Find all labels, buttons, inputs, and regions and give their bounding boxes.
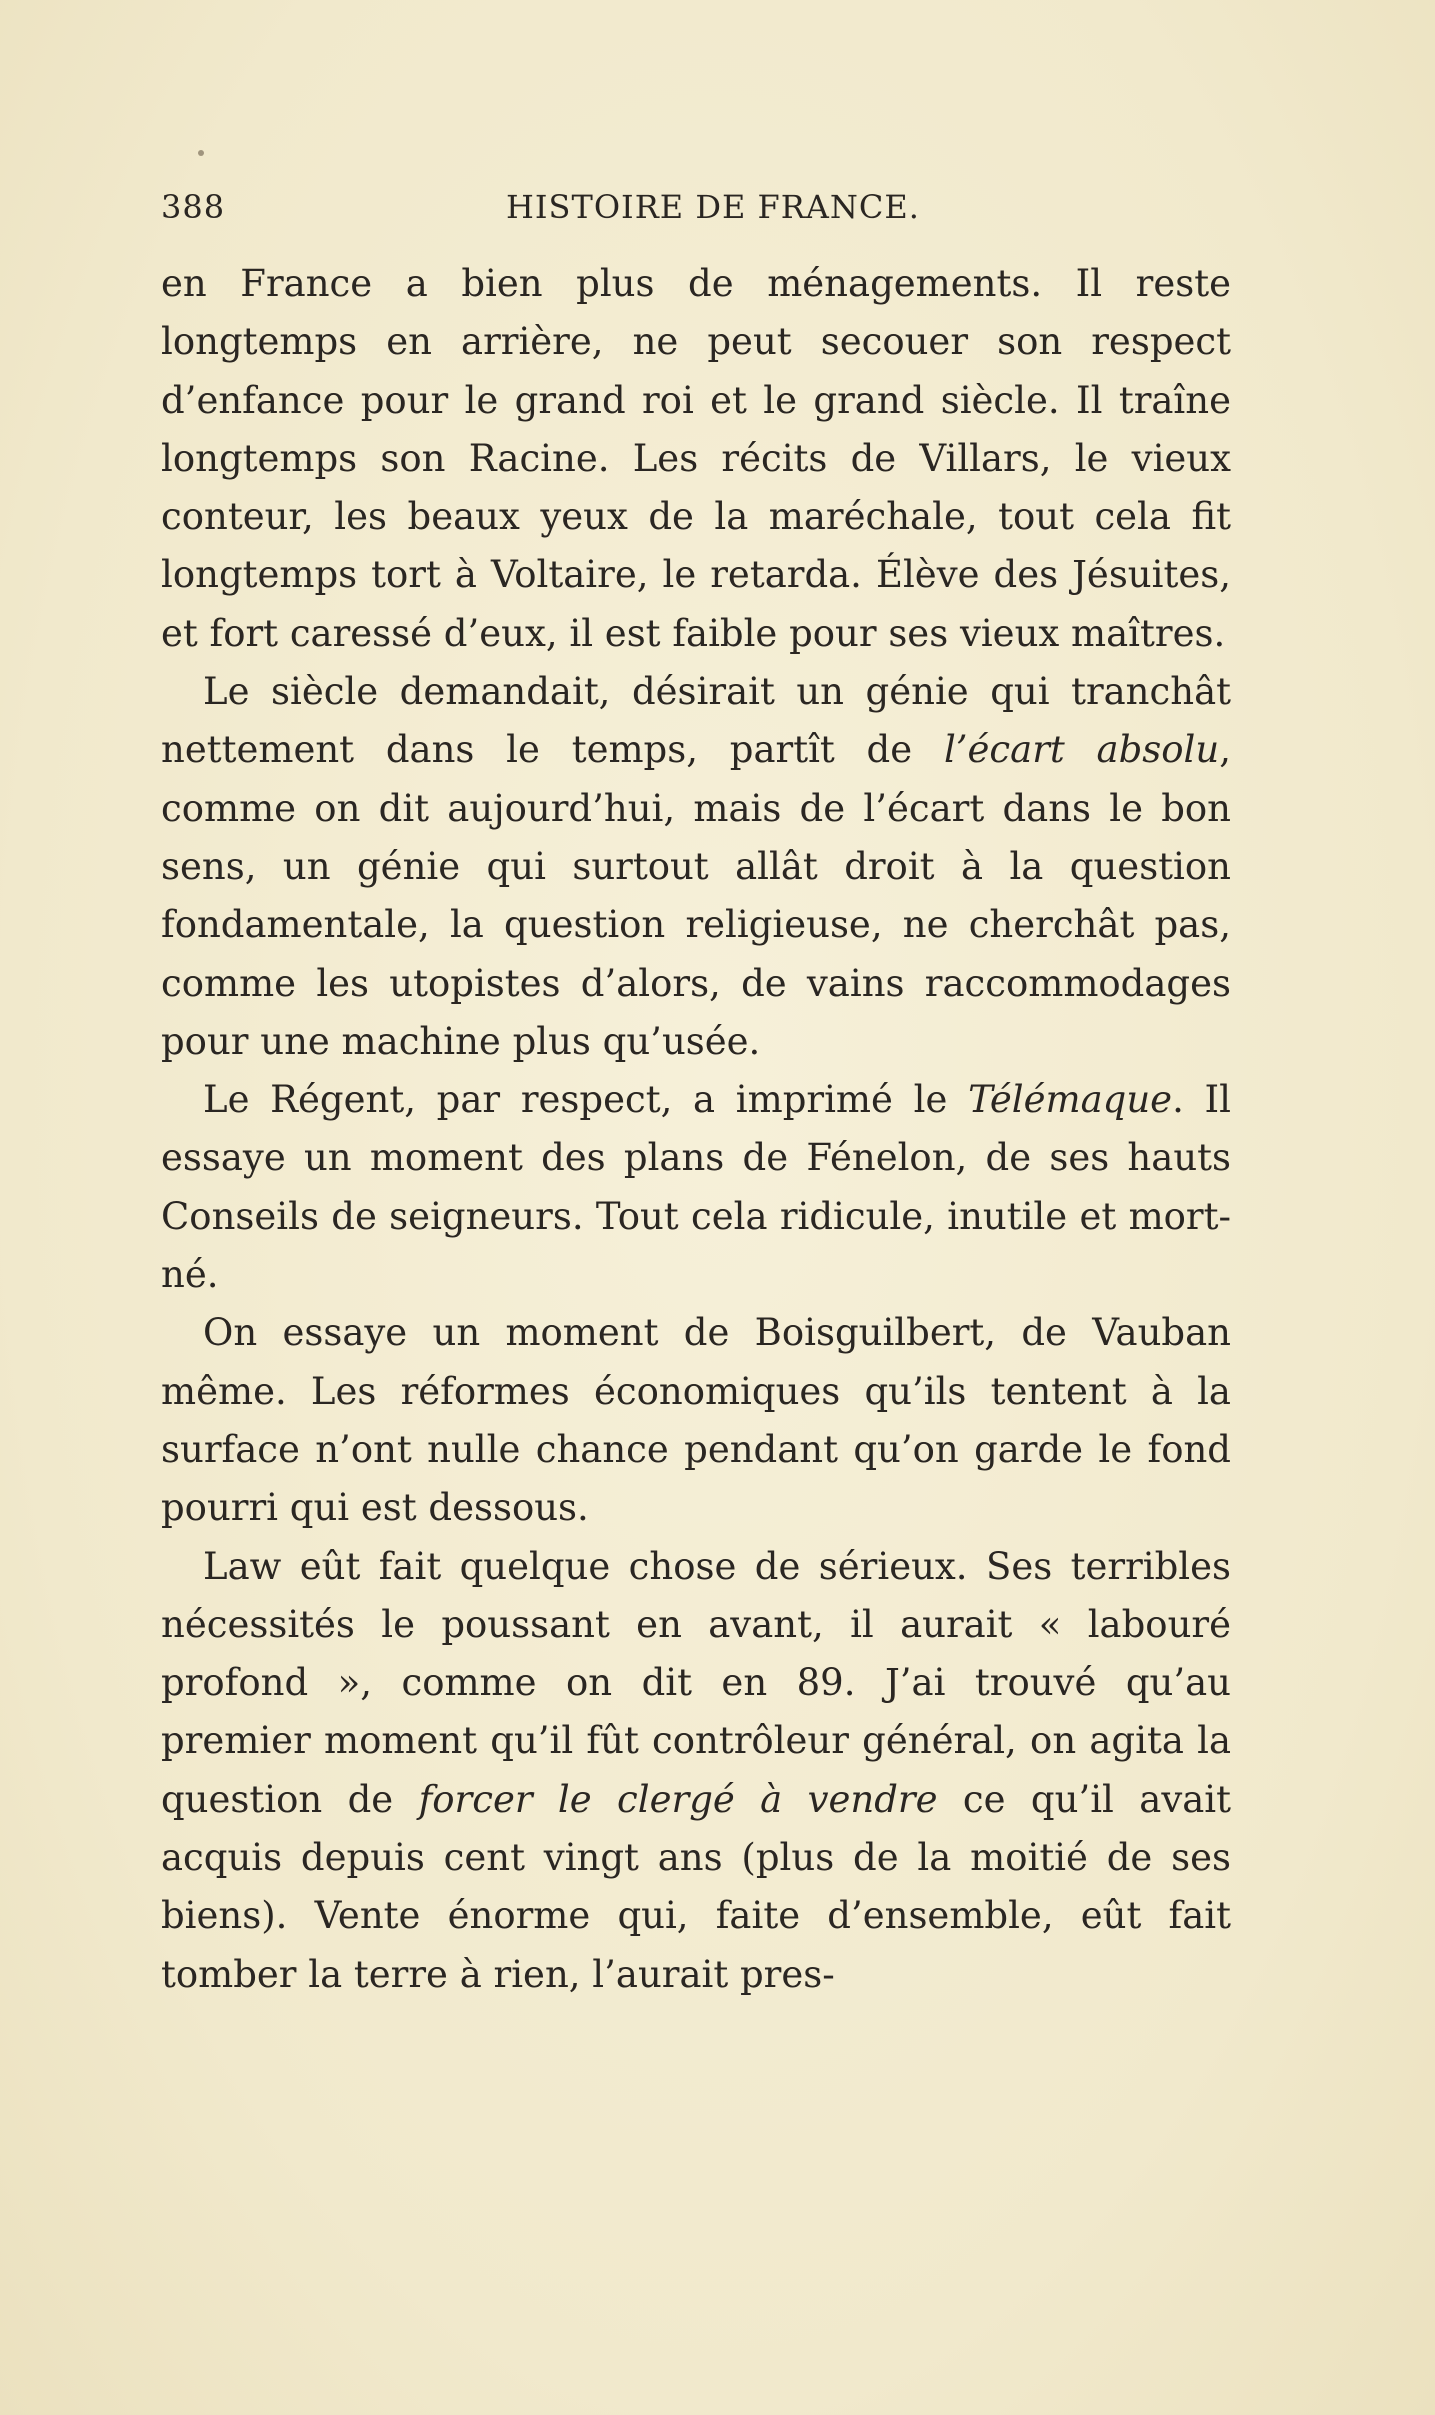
running-title: HISTOIRE DE FRANCE.	[506, 188, 920, 226]
paragraph-3-after: . Il essaye un moment des plans de Fénelon, de ses hauts Conseils de seigneurs. Tout cela ridicule, inutile et mort-né.	[161, 1078, 1231, 1297]
paragraph-3-before: Le Régent, par respect, a imprimé le	[203, 1078, 969, 1122]
paragraph-5	[161, 1538, 1231, 2004]
page-number: 388	[161, 188, 226, 226]
paragraph-5-before: Law eût fait quelque chose de sérieux. Ses terribles nécessités le poussant en avant, il aurait « labouré profond », comme on dit en 89. J’ai trouvé qu’au premier moment qu’il fût contrôleur général, on agita la question de	[161, 1544, 1231, 1821]
paragraph-3-italic: Télémaque	[968, 1078, 1173, 1122]
paragraph-3	[161, 1071, 1231, 1304]
paragraph-2	[161, 663, 1231, 1071]
body-text	[161, 255, 1231, 2004]
paragraph-4-text: On essaye un moment de Boisguilbert, de Vauban même. Les réformes économiques qu’ils tentent à la surface n’ont nulle chance pendant qu’on garde le fond pourri qui est dessous.	[161, 1311, 1231, 1530]
paragraph-5-italic: forcer le clergé à vendre	[418, 1777, 938, 1821]
paragraph-1-text: en France a bien plus de ménagements. Il reste longtemps en arrière, ne peut secouer son respect d’enfance pour le grand roi et le grand siècle. Il traîne longtemps son Racine. Les récits de Villars, le vieux conteur, les beaux yeux de la maréchale, tout cela fit longtemps tort à Voltaire, le retarda. Élève des Jésuites, et fort caressé d’eux, il est faible pour ses vieux maîtres.	[161, 262, 1231, 655]
paragraph-5-after: ce qu’il avait acquis depuis cent vingt ans (plus de la moitié de ses biens). Vente énorme qui, faite d’ensemble, eût fait tomber la terre à rien, l’aurait pres-	[161, 1777, 1231, 1996]
paragraph-2-after: , comme on dit aujourd’hui, mais de l’écart dans le bon sens, un génie qui surtout allât droit à la question fondamentale, la question religieuse, ne cherchât pas, comme les utopistes d’alors, de vains raccommodages pour une machine plus qu’usée.	[161, 728, 1231, 1063]
paragraph-2-before: Le siècle demandait, désirait un génie qui tranchât nettement dans le temps, partît de	[161, 670, 1231, 772]
ink-speck	[198, 150, 204, 156]
running-head	[161, 188, 1231, 238]
paragraph-2-italic: l’écart absolu	[943, 728, 1220, 772]
paragraph-4	[161, 1304, 1231, 1537]
paragraph-1	[161, 255, 1231, 663]
